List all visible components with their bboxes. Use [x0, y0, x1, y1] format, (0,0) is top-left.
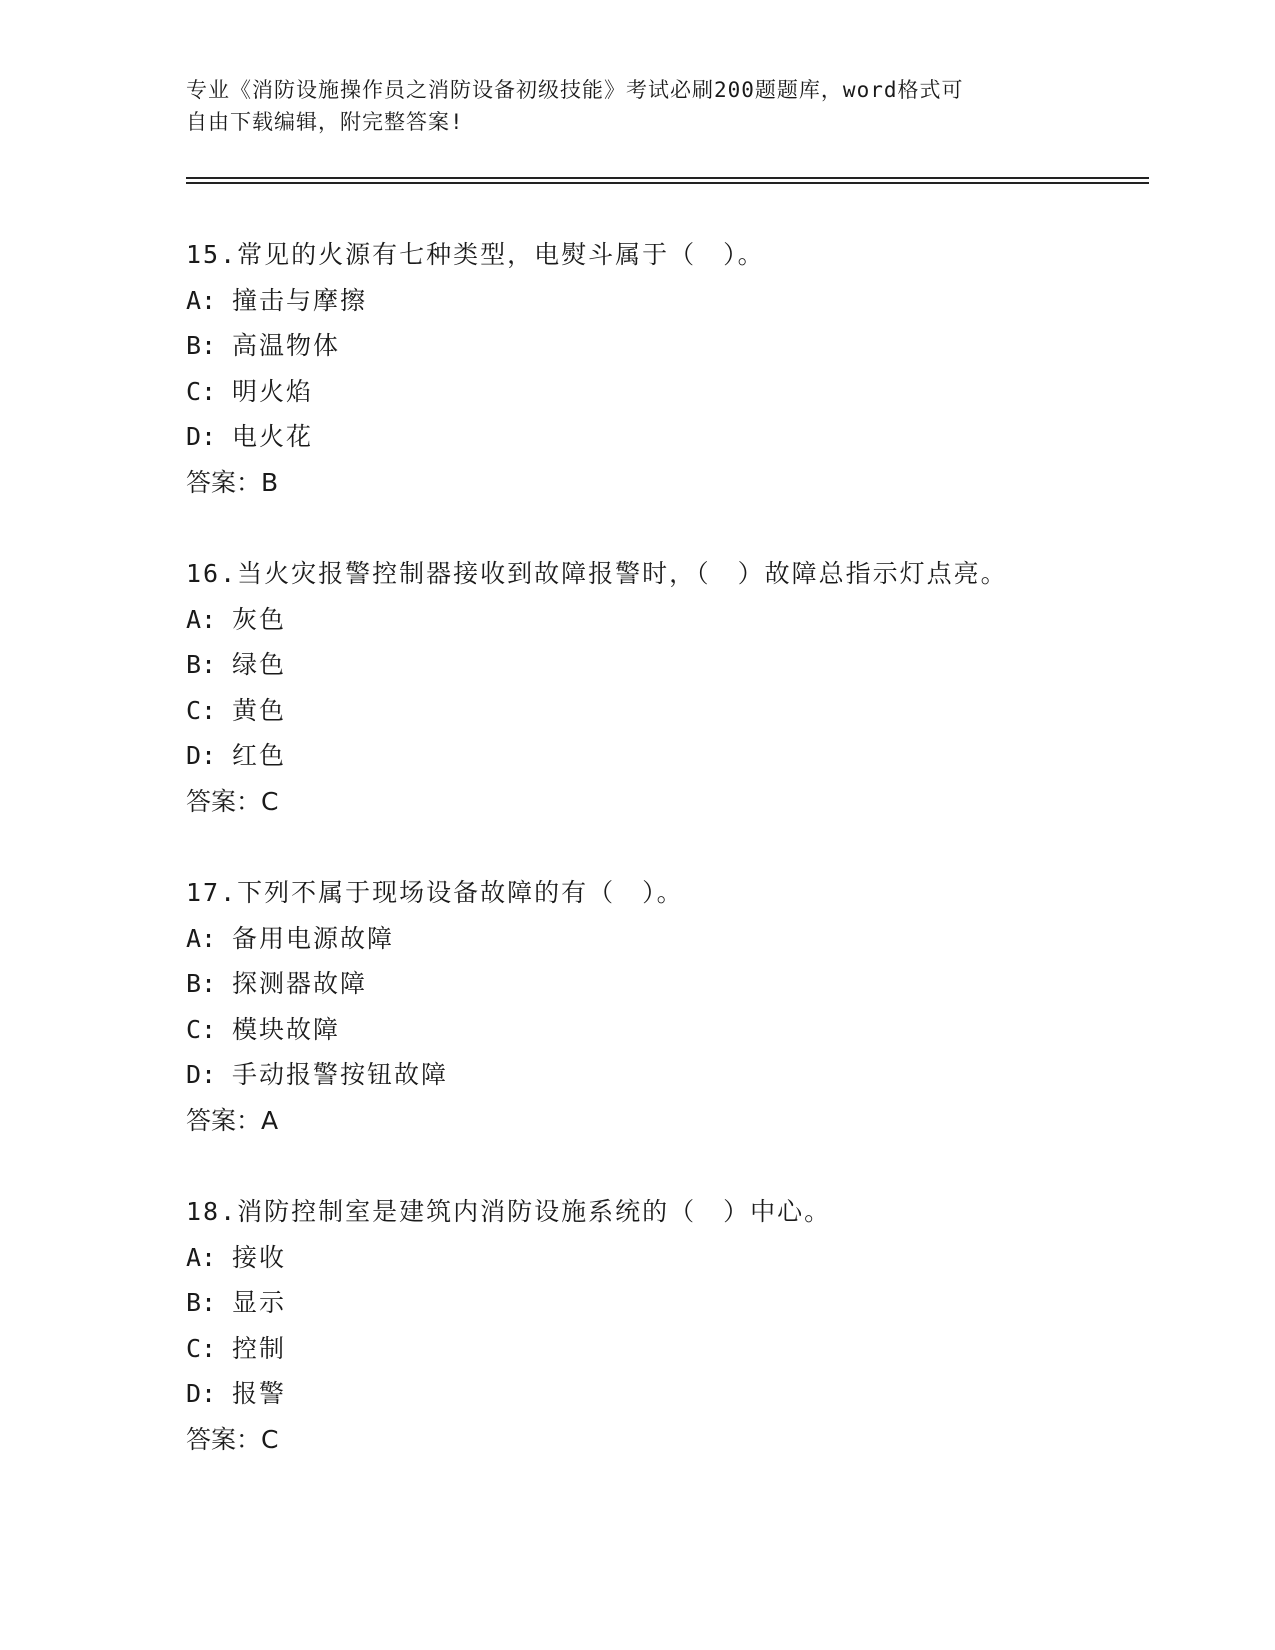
option-text: 备用电源故障 [232, 923, 395, 953]
option-text: 灰色 [232, 604, 287, 634]
option-letter: A: [186, 285, 217, 315]
option-c [186, 1326, 1146, 1372]
option-letter: B: [186, 969, 217, 998]
option-text: 明火焰 [232, 376, 314, 406]
option-d [186, 414, 1146, 460]
option-d [186, 1371, 1146, 1417]
header-line-2: 自由下载编辑，附完整答案! [186, 110, 464, 134]
option-text: 绿色 [232, 650, 287, 679]
option-a [186, 1235, 1146, 1281]
answer-label: 答案： [186, 1105, 262, 1135]
question-stem: 18.消防控制室是建筑内消防设施系统的（ ）中心。 [186, 1197, 832, 1226]
answer-label: 答案： [186, 467, 262, 497]
option-letter: D: [186, 1379, 217, 1408]
option-text: 控制 [232, 1333, 287, 1363]
option-text: 探测器故障 [232, 969, 368, 998]
option-letter: D: [186, 741, 217, 770]
document-header [186, 74, 1086, 138]
option-letter: C: [186, 1014, 217, 1044]
option-letter: C: [186, 695, 217, 725]
answer-line [186, 1098, 1146, 1144]
option-text: 电火花 [232, 422, 314, 451]
header-line-1: 专业《消防设施操作员之消防设备初级技能》考试必刷200题题库，word格式可 [186, 78, 964, 102]
option-c [186, 688, 1146, 734]
answer-value: A [261, 1105, 279, 1135]
header-divider-bottom [186, 182, 1149, 184]
answer-line [186, 460, 1146, 506]
option-b [186, 323, 1146, 369]
option-text: 显示 [232, 1288, 287, 1317]
option-b [186, 642, 1146, 688]
question-block [186, 1189, 1146, 1462]
answer-value: C [261, 1424, 279, 1454]
option-text: 接收 [232, 1242, 287, 1272]
option-text: 撞击与摩擦 [232, 285, 368, 315]
option-letter: A: [186, 604, 217, 634]
option-letter: A: [186, 923, 217, 953]
question-block [186, 232, 1146, 505]
question-stem: 17.下列不属于现场设备故障的有（ ）。 [186, 878, 684, 907]
option-letter: D: [186, 1060, 217, 1089]
option-text: 红色 [232, 741, 287, 770]
option-letter: C: [186, 376, 217, 406]
option-a [186, 597, 1146, 643]
option-b [186, 1280, 1146, 1326]
question-stem: 16.当火灾报警控制器接收到故障报警时，（ ）故障总指示灯点亮。 [186, 559, 1008, 588]
option-letter: C: [186, 1333, 217, 1363]
option-d [186, 1052, 1146, 1098]
option-text: 报警 [232, 1379, 287, 1408]
option-text: 高温物体 [232, 331, 341, 360]
option-a [186, 916, 1146, 962]
question-stem: 15.常见的火源有七种类型，电熨斗属于（ ）。 [186, 240, 765, 269]
option-text: 模块故障 [232, 1014, 341, 1044]
option-d [186, 733, 1146, 779]
option-a [186, 278, 1146, 324]
answer-line [186, 1417, 1146, 1463]
question-block [186, 870, 1146, 1143]
option-text: 手动报警按钮故障 [232, 1060, 449, 1089]
option-letter: B: [186, 1288, 217, 1317]
answer-label: 答案： [186, 1424, 262, 1454]
answer-label: 答案： [186, 786, 262, 816]
option-letter: B: [186, 331, 217, 360]
answer-value: C [261, 786, 279, 816]
answer-line [186, 779, 1146, 825]
option-letter: D: [186, 422, 217, 451]
option-text: 黄色 [232, 695, 287, 725]
option-b [186, 961, 1146, 1007]
option-letter: A: [186, 1242, 217, 1272]
header-divider-top [186, 177, 1149, 179]
option-c [186, 1007, 1146, 1053]
option-letter: B: [186, 650, 217, 679]
answer-value: B [261, 467, 279, 497]
question-block [186, 551, 1146, 824]
option-c [186, 369, 1146, 415]
